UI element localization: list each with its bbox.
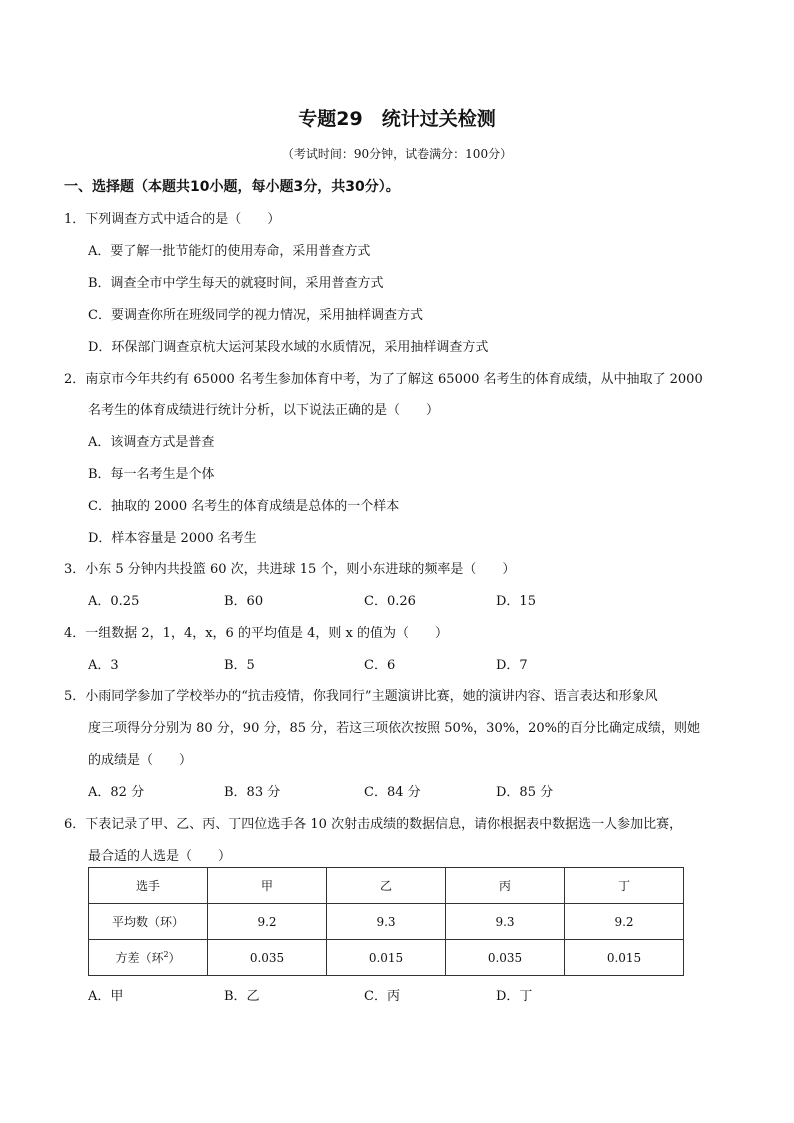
table-cell: 9.3 — [446, 904, 565, 940]
section-heading: 一、选择题（本题共10小题，每小题3分，共30分）。 — [64, 179, 400, 195]
question-5-stem-line2: 度三项得分分别为 80 分，90 分，85 分，若这三项依次按照 50%，30%，20%的百分比确定成绩，则她 — [88, 721, 700, 736]
table-cell: 9.3 — [327, 904, 446, 940]
question-4-stem: 4．一组数据 2，1，4，x，6 的平均值是 4，则 x 的值为（ ） — [64, 626, 448, 641]
table-cell: 9.2 — [208, 904, 327, 940]
table-cell: 0.015 — [565, 940, 684, 976]
question-5-option-c: C．84 分 — [364, 785, 421, 800]
question-2-stem-line1: 2．南京市今年共约有 65000 名考生参加体育中考，为了了解这 65000 名考生的体育成绩，从中抽取了 2000 — [64, 372, 703, 387]
question-6-stem-line2: 最合适的人选是（ ） — [88, 849, 232, 864]
question-1-option-b: B．调查全市中学生每天的就寝时间，采用普查方式 — [88, 276, 384, 291]
table-cell: 0.035 — [208, 940, 327, 976]
page-title: 专题29 统计过关检测 — [298, 108, 496, 130]
shooting-data-table — [88, 867, 684, 976]
question-3-option-a: A．0.25 — [88, 594, 140, 609]
table-cell: 丁 — [565, 868, 684, 904]
table-cell: 0.015 — [327, 940, 446, 976]
table-cell — [89, 940, 208, 976]
table-cell: 9.2 — [565, 904, 684, 940]
question-3-option-b: B．60 — [224, 594, 264, 609]
exam-info: （考试时间：90分钟，试卷满分：100分） — [281, 147, 513, 161]
question-2-stem-line2: 名考生的体育成绩进行统计分析，以下说法正确的是（ ） — [88, 403, 440, 418]
question-3-option-c: C．0.26 — [364, 594, 416, 609]
table-row — [89, 904, 684, 940]
table-cell: 选手 — [89, 868, 208, 904]
question-6-option-a: A．甲 — [88, 989, 124, 1004]
question-2-option-b: B．每一名考生是个体 — [88, 467, 215, 482]
question-3-stem: 3．小东 5 分钟内共投篮 60 次，共进球 15 个，则小东进球的频率是（ ） — [64, 562, 516, 577]
question-3-option-d: D．15 — [496, 594, 536, 609]
question-5-option-d: D．85 分 — [496, 785, 554, 800]
variance-label-close: ） — [168, 951, 181, 965]
question-6-option-b: B．乙 — [224, 989, 260, 1004]
question-4-option-c: C．6 — [364, 658, 396, 673]
table-cell: 0.035 — [446, 940, 565, 976]
question-4-option-a: A．3 — [88, 658, 119, 673]
question-1-stem: 1．下列调查方式中适合的是（ ） — [64, 212, 281, 227]
table-row — [89, 940, 684, 976]
question-6-option-c: C．丙 — [364, 989, 400, 1004]
superscript: 2 — [163, 950, 169, 959]
table-cell: 平均数（环） — [89, 904, 208, 940]
question-5-option-a: A．82 分 — [88, 785, 145, 800]
question-6-option-d: D．丁 — [496, 989, 533, 1004]
question-6-stem-line1: 6．下表记录了甲、乙、丙、丁四位选手各 10 次射击成绩的数据信息，请你根据表中数据选一人参加比赛， — [64, 817, 683, 832]
table-header-row — [89, 868, 684, 904]
question-2-option-d: D．样本容量是 2000 名考生 — [88, 531, 257, 546]
variance-label: 方差（环 — [115, 951, 164, 965]
question-4-option-d: D．7 — [496, 658, 528, 673]
question-2-option-a: A．该调查方式是普查 — [88, 435, 215, 450]
table-cell: 乙 — [327, 868, 446, 904]
table-cell: 甲 — [208, 868, 327, 904]
question-2-option-c: C．抽取的 2000 名考生的体育成绩是总体的一个样本 — [88, 499, 400, 514]
question-4-option-b: B．5 — [224, 658, 255, 673]
question-5-stem-line1: 5．小雨同学参加了学校举办的“抗击疫情，你我同行”主题演讲比赛，她的演讲内容、语言表达和形象风 — [64, 689, 658, 704]
table-cell: 丙 — [446, 868, 565, 904]
question-1-option-c: C．要调查你所在班级同学的视力情况，采用抽样调查方式 — [88, 308, 423, 323]
question-5-option-b: B．83 分 — [224, 785, 281, 800]
question-1-option-d: D．环保部门调查京杭大运河某段水域的水质情况，采用抽样调查方式 — [88, 340, 489, 355]
question-5-stem-line3: 的成绩是（ ） — [88, 753, 193, 768]
question-1-option-a: A．要了解一批节能灯的使用寿命，采用普查方式 — [88, 244, 371, 259]
